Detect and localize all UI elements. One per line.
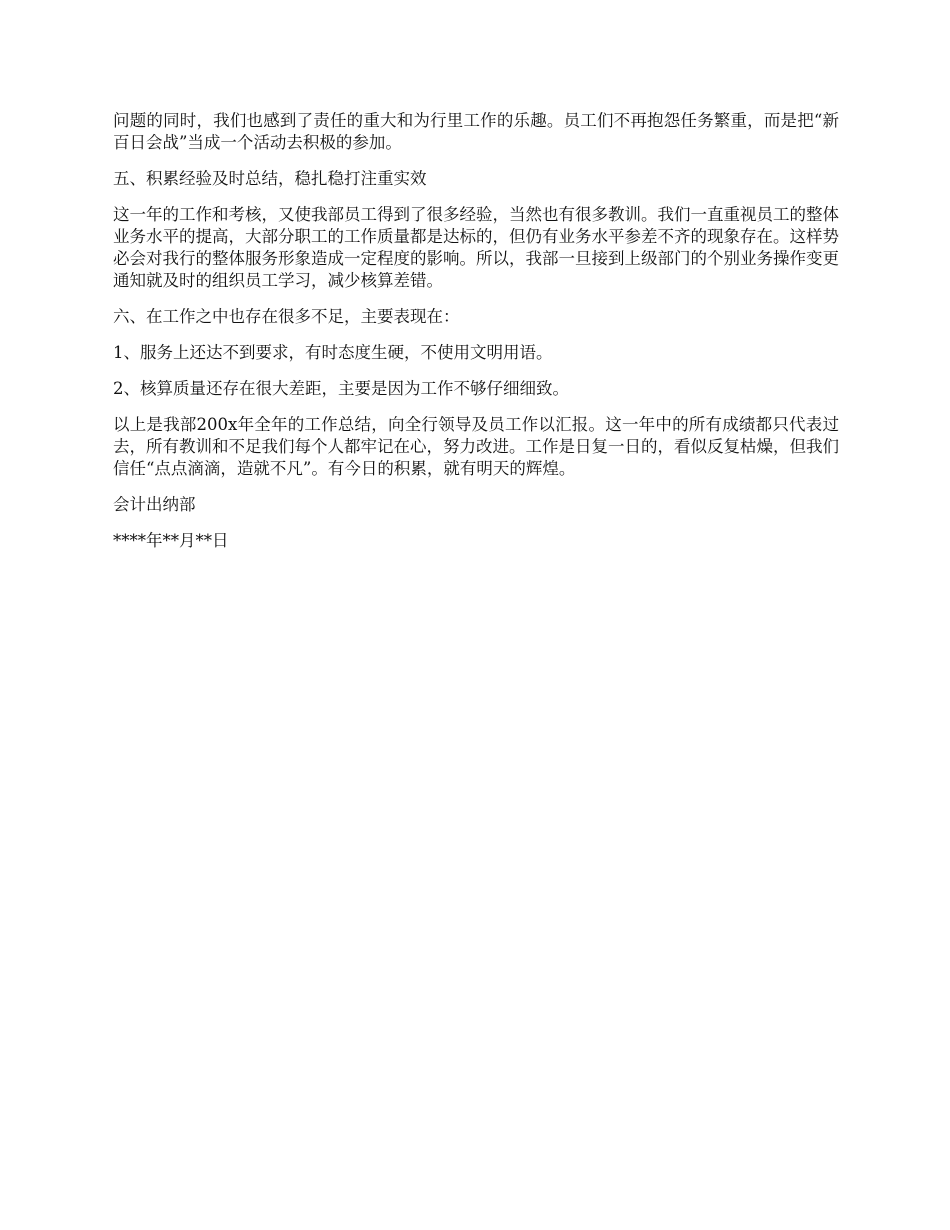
section-heading-six: 六、在工作之中也存在很多不足，主要表现在： (113, 307, 460, 326)
list-item-1: 1、服务上还达不到要求，有时态度生硬，不使用文明用语。 (113, 343, 553, 362)
section-heading-five: 五、积累经验及时总结，稳扎稳打注重实效 (113, 169, 427, 188)
paragraph-conclusion: 以上是我部200x年全年的工作总结，向全行领导及员工作以汇报。这一年中的所有成绩都只代表过去，所有教训和不足我们每个人都牢记在心，努力改进。工作是日复一日的，看似反复枯燥，但我们信任“点点滴滴，造就不凡”。有今日的积累，就有明天的辉煌。 (113, 415, 839, 478)
document-body (113, 110, 839, 552)
signature-date: ****年**月**日 (113, 531, 229, 550)
paragraph-continuation: 问题的同时，我们也感到了责任的重大和为行里工作的乐趣。员工们不再抱怨任务繁重，而是把“新百日会战”当成一个活动去积极的参加。 (113, 111, 839, 152)
paragraph-experience: 这一年的工作和考核，又使我部员工得到了很多经验，当然也有很多教训。我们一直重视员工的整体业务水平的提高，大部分职工的工作质量都是达标的，但仍有业务水平参差不齐的现象存在。这样势必会对我行的整体服务形象造成一定程度的影响。所以，我部一旦接到上级部门的个别业务操作变更通知就及时的组织员工学习，减少核算差错。 (113, 205, 839, 290)
list-item-2: 2、核算质量还存在很大差距，主要是因为工作不够仔细细致。 (113, 379, 569, 398)
signature-department: 会计出纳部 (113, 495, 196, 514)
